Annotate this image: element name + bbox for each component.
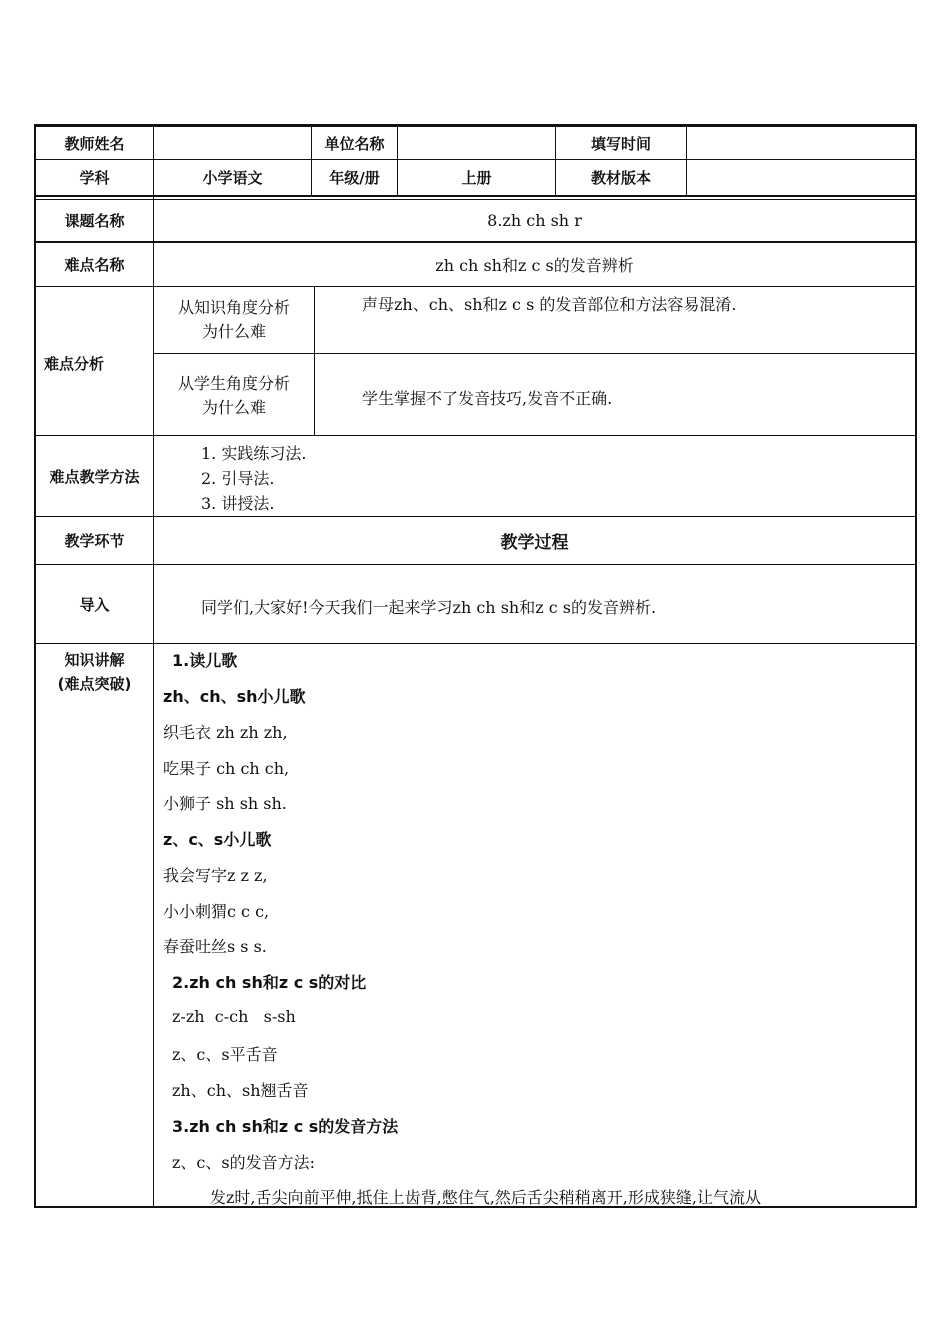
student-question-line2: 为什么难: [201, 398, 266, 417]
edition-label: 教材版本: [590, 169, 651, 187]
subject-value: 小学语文: [202, 169, 263, 187]
grade-value: 上册: [461, 169, 492, 187]
analysis-label: 难点分析: [44, 355, 105, 373]
method-item: 1. 实践练习法.: [201, 444, 307, 463]
teaching-process-heading: 教学过程: [500, 533, 569, 553]
method-item: 3. 讲授法.: [201, 494, 275, 513]
edition-value: [687, 160, 915, 195]
topic-label: 课题名称: [64, 212, 125, 230]
teacher-name-value: [154, 127, 311, 159]
lecture-line: 吃果子 ch ch ch,: [163, 759, 290, 778]
teacher-name-label: 教师姓名: [64, 134, 125, 153]
methods-label: 难点教学方法: [49, 467, 140, 486]
lecture-heading: 2.zh ch sh和z c s的对比: [172, 973, 367, 992]
lecture-line: z、c、s的发音方法:: [172, 1153, 315, 1172]
lecture-line: z、c、s平舌音: [172, 1045, 278, 1064]
method-item: 2. 引导法.: [201, 469, 275, 488]
subject-label: 学科: [79, 169, 110, 187]
lecture-heading: 3.zh ch sh和z c s的发音方法: [172, 1117, 399, 1136]
lecture-line: 发z时,舌尖向前平伸,抵住上齿背,憋住气,然后舌尖稍稍离开,形成狭缝,让气流从: [210, 1188, 761, 1207]
lecture-line: 我会写字z z z,: [163, 866, 268, 885]
intro-label: 导入: [79, 595, 110, 614]
fill-time-value: [687, 127, 915, 159]
knowledge-question-line2: 为什么难: [201, 322, 266, 341]
teaching-step-label: 教学环节: [64, 532, 125, 550]
lecture-line: 小狮子 sh sh sh.: [163, 794, 287, 813]
knowledge-question-line1: 从知识角度分析: [177, 298, 290, 317]
difficulty-value: zh ch sh和z c s的发音辨析: [435, 256, 634, 275]
lecture-line: z-zh c-ch s-sh: [172, 1007, 296, 1026]
rule-right: [915, 124, 917, 1208]
knowledge-answer: 声母zh、ch、sh和z c s 的发音部位和方法容易混淆.: [362, 295, 737, 314]
lecture-sublabel: (难点突破): [57, 675, 132, 693]
rule: [34, 643, 917, 644]
intro-text: 同学们,大家好!今天我们一起来学习zh ch sh和z c s的发音辨析.: [201, 598, 657, 617]
rule: [34, 435, 917, 436]
lecture-heading: 1.读儿歌: [172, 651, 238, 670]
student-question-line1: 从学生角度分析: [177, 374, 290, 393]
knowledge-question: [154, 287, 314, 353]
fill-time-label: 填写时间: [590, 134, 651, 153]
rule: [314, 286, 315, 436]
grade-label: 年级/册: [329, 169, 380, 187]
rule: [34, 195, 917, 197]
lecture-line: zh、ch、sh翘舌音: [172, 1081, 309, 1100]
student-question: [154, 364, 314, 428]
rule: [154, 353, 917, 354]
lecture-subheading: zh、ch、sh小儿歌: [163, 687, 306, 706]
lecture-subheading: z、c、s小儿歌: [163, 830, 272, 849]
rule: [34, 564, 917, 565]
difficulty-label: 难点名称: [64, 256, 125, 274]
lecture-line: 小小刺猬c c c,: [163, 902, 270, 921]
topic-value: 8.zh ch sh r: [487, 211, 582, 230]
lecture-label: 知识讲解: [64, 651, 125, 669]
lecture-line: 织毛衣 zh zh zh,: [163, 723, 288, 742]
unit-name-value: [398, 127, 555, 159]
student-answer: 学生掌握不了发音技巧,发音不正确.: [362, 389, 613, 408]
unit-name-label: 单位名称: [324, 134, 385, 153]
lecture-line: 春蚕吐丝s s s.: [163, 937, 267, 956]
